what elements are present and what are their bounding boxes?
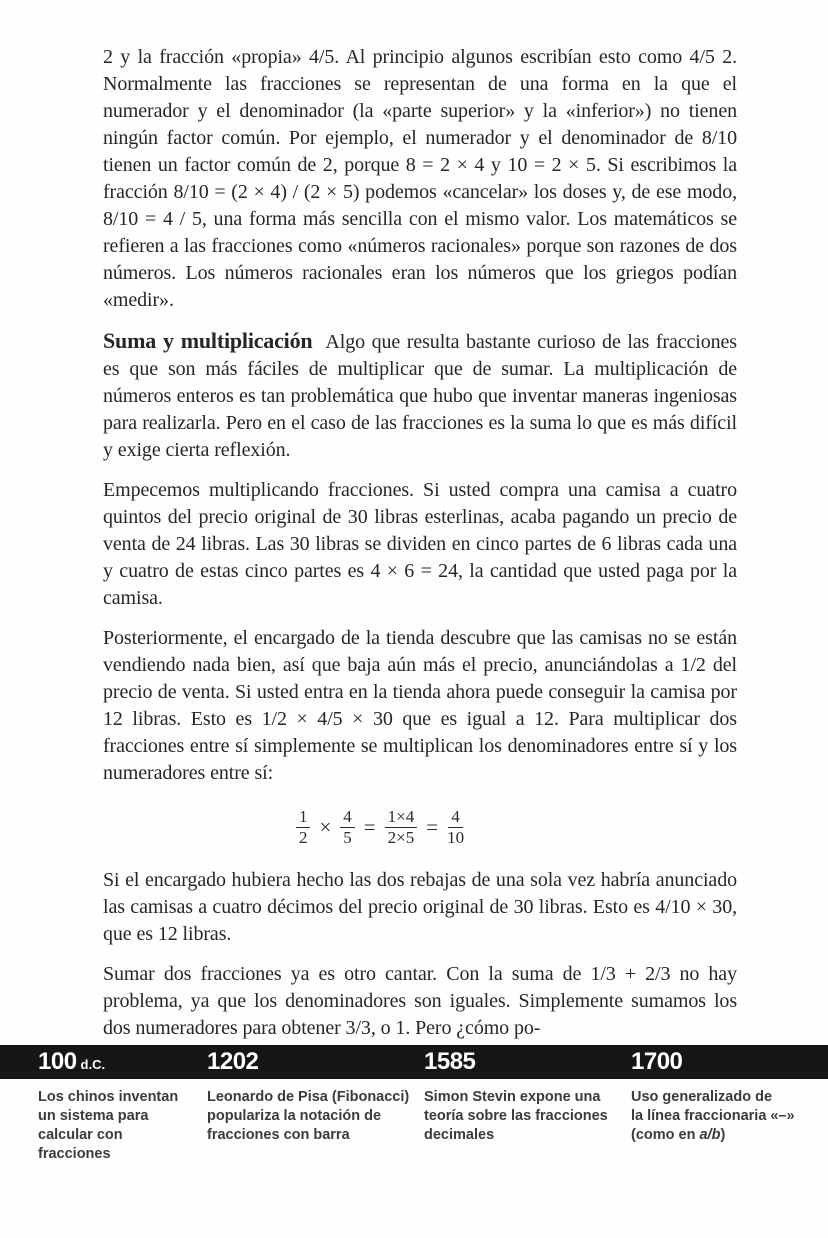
description-line: Leonardo de Pisa (Fibonacci) bbox=[207, 1089, 410, 1105]
section-intro-text: Algo que resulta bastante curioso de las fracciones es que son más fáciles de multiplicar que de sumar. La multiplicación de números enteros es tan problemática que hubo que inventar maneras ingeniosas para realizarla. Pero en el caso de las fracciones es la suma lo que es más difícil y exige cierta reflexión. bbox=[103, 331, 737, 461]
equals-operator: = bbox=[363, 814, 376, 839]
description-line: decimales bbox=[424, 1127, 495, 1143]
paragraph: Empecemos multiplicando fracciones. Si usted compra una camisa a cuatro quintos del precio original de 30 libras esterlinas, acaba pagando un precio de venta de 24 libras. Las 30 libras se dividen en cinco partes de 6 libras cada una y cuatro de estas cinco partes es 4 × 6 = 24, la cantidad que usted paga por la camisa. bbox=[103, 479, 737, 609]
numerator: 1 bbox=[296, 808, 311, 828]
paragraph: Si el encargado hubiera hecho las dos rebajas de una sola vez habría anunciado las camisas a cuatro décimos del precio original de 30 libras. Esto es 4/10 × 30, que es 12 libras. bbox=[103, 869, 737, 945]
year-value: 1585 bbox=[424, 1048, 476, 1075]
numerator: 4 bbox=[448, 808, 463, 828]
timeline-year-100 bbox=[38, 1048, 207, 1076]
equals-operator: = bbox=[426, 814, 439, 839]
year-value: 1202 bbox=[207, 1048, 259, 1075]
numerator: 1×4 bbox=[385, 808, 418, 828]
description-line: Simon Stevin expone una bbox=[424, 1089, 601, 1105]
timeline-year-1202 bbox=[207, 1048, 424, 1076]
paragraph: Sumar dos fracciones ya es otro cantar. Con la suma de 1/3 + 2/3 no hay problema, ya que los denominadores son iguales. Simplemente sumamos los dos numeradores para obtener 3/3, o 1. Pero ¿cómo po- bbox=[103, 963, 737, 1039]
year-value: 100 bbox=[38, 1048, 77, 1075]
timeline-year-1585 bbox=[424, 1048, 631, 1076]
timeline-year-1700 bbox=[631, 1048, 828, 1076]
timeline-entry-1585-description bbox=[424, 1088, 631, 1164]
paragraph: Posteriormente, el encargado de la tienda descubre que las camisas no se están vendiendo nada bien, así que baja aún más el precio, anunciándolas a 1/2 del precio de venta. Si usted entra en la tienda ahora puede conseguir la camisa por 12 libras. Esto es 1/2 × 4/5 × 30 que es igual a 12. Para multiplicar dos fracciones entre sí simplemente se multiplican los denominadores entre sí y los numeradores entre sí: bbox=[103, 627, 737, 784]
timeline-entry-100-description bbox=[38, 1088, 207, 1164]
denominator: 2×5 bbox=[387, 827, 415, 847]
fraction-one-half bbox=[296, 808, 311, 847]
denominator: 5 bbox=[343, 827, 352, 847]
timeline-year-bar bbox=[0, 1045, 828, 1079]
description-line: la línea fraccionaria «–» bbox=[631, 1108, 795, 1124]
description-fragment-italic: a/b bbox=[699, 1127, 721, 1143]
description-line: teoría sobre las fracciones bbox=[424, 1108, 608, 1124]
section-heading: Suma y multiplicación bbox=[103, 328, 313, 353]
paragraph-continued: 2 y la fracción «propia» 4/5. Al principio algunos escribían esto como 4/5 2. Normalmente las fracciones se representan de una forma en la que el numerador y el denominador (la «parte superior» y la «inferior») no tienen ningún factor común. Por ejemplo, el numerador y el denominador de 8/10 tienen un factor común de 2, porque 8 = 2 × 4 y 10 = 2 × 5. Si escribimos la fracción 8/10 = (2 × 4) / (2 × 5) podemos «cancelar» los doses y, de ese modo, 8/10 = 4 / 5, una forma más sencilla con el mismo valor. Los matemáticos se refieren a las fracciones como «números racionales» porque son razones de dos números. Los números racionales eran los números que los griegos podían «medir». bbox=[103, 46, 737, 311]
numerator: 4 bbox=[340, 808, 355, 828]
timeline-entry-1700-description bbox=[631, 1088, 828, 1164]
description-line: Uso generalizado de bbox=[631, 1089, 773, 1105]
year-suffix: d.C. bbox=[80, 1057, 106, 1072]
description-line: fracciones con barra bbox=[207, 1127, 350, 1143]
denominator: 10 bbox=[447, 827, 465, 847]
description-fragment: ) bbox=[720, 1127, 726, 1143]
description-line: populariza la notación de bbox=[207, 1108, 382, 1124]
section-paragraph bbox=[103, 327, 737, 464]
description-fragment: (como en bbox=[631, 1127, 700, 1143]
year-value: 1700 bbox=[631, 1048, 683, 1075]
fraction-result bbox=[447, 808, 464, 847]
multiply-operator: × bbox=[319, 814, 332, 839]
description-line: un sistema para bbox=[38, 1108, 149, 1124]
fraction-four-fifths bbox=[340, 808, 355, 847]
denominator: 2 bbox=[298, 827, 308, 847]
description-line: calcular con fracciones bbox=[38, 1127, 123, 1162]
fraction-product-expanded bbox=[385, 808, 418, 847]
text-column bbox=[103, 44, 737, 1055]
description-line: Los chinos inventan bbox=[38, 1089, 179, 1105]
timeline bbox=[0, 1045, 828, 1164]
fraction-multiplication-formula bbox=[103, 803, 657, 851]
timeline-entry-1202-description bbox=[207, 1088, 424, 1164]
timeline-descriptions bbox=[0, 1088, 828, 1164]
description-line-with-italic bbox=[631, 1126, 814, 1145]
